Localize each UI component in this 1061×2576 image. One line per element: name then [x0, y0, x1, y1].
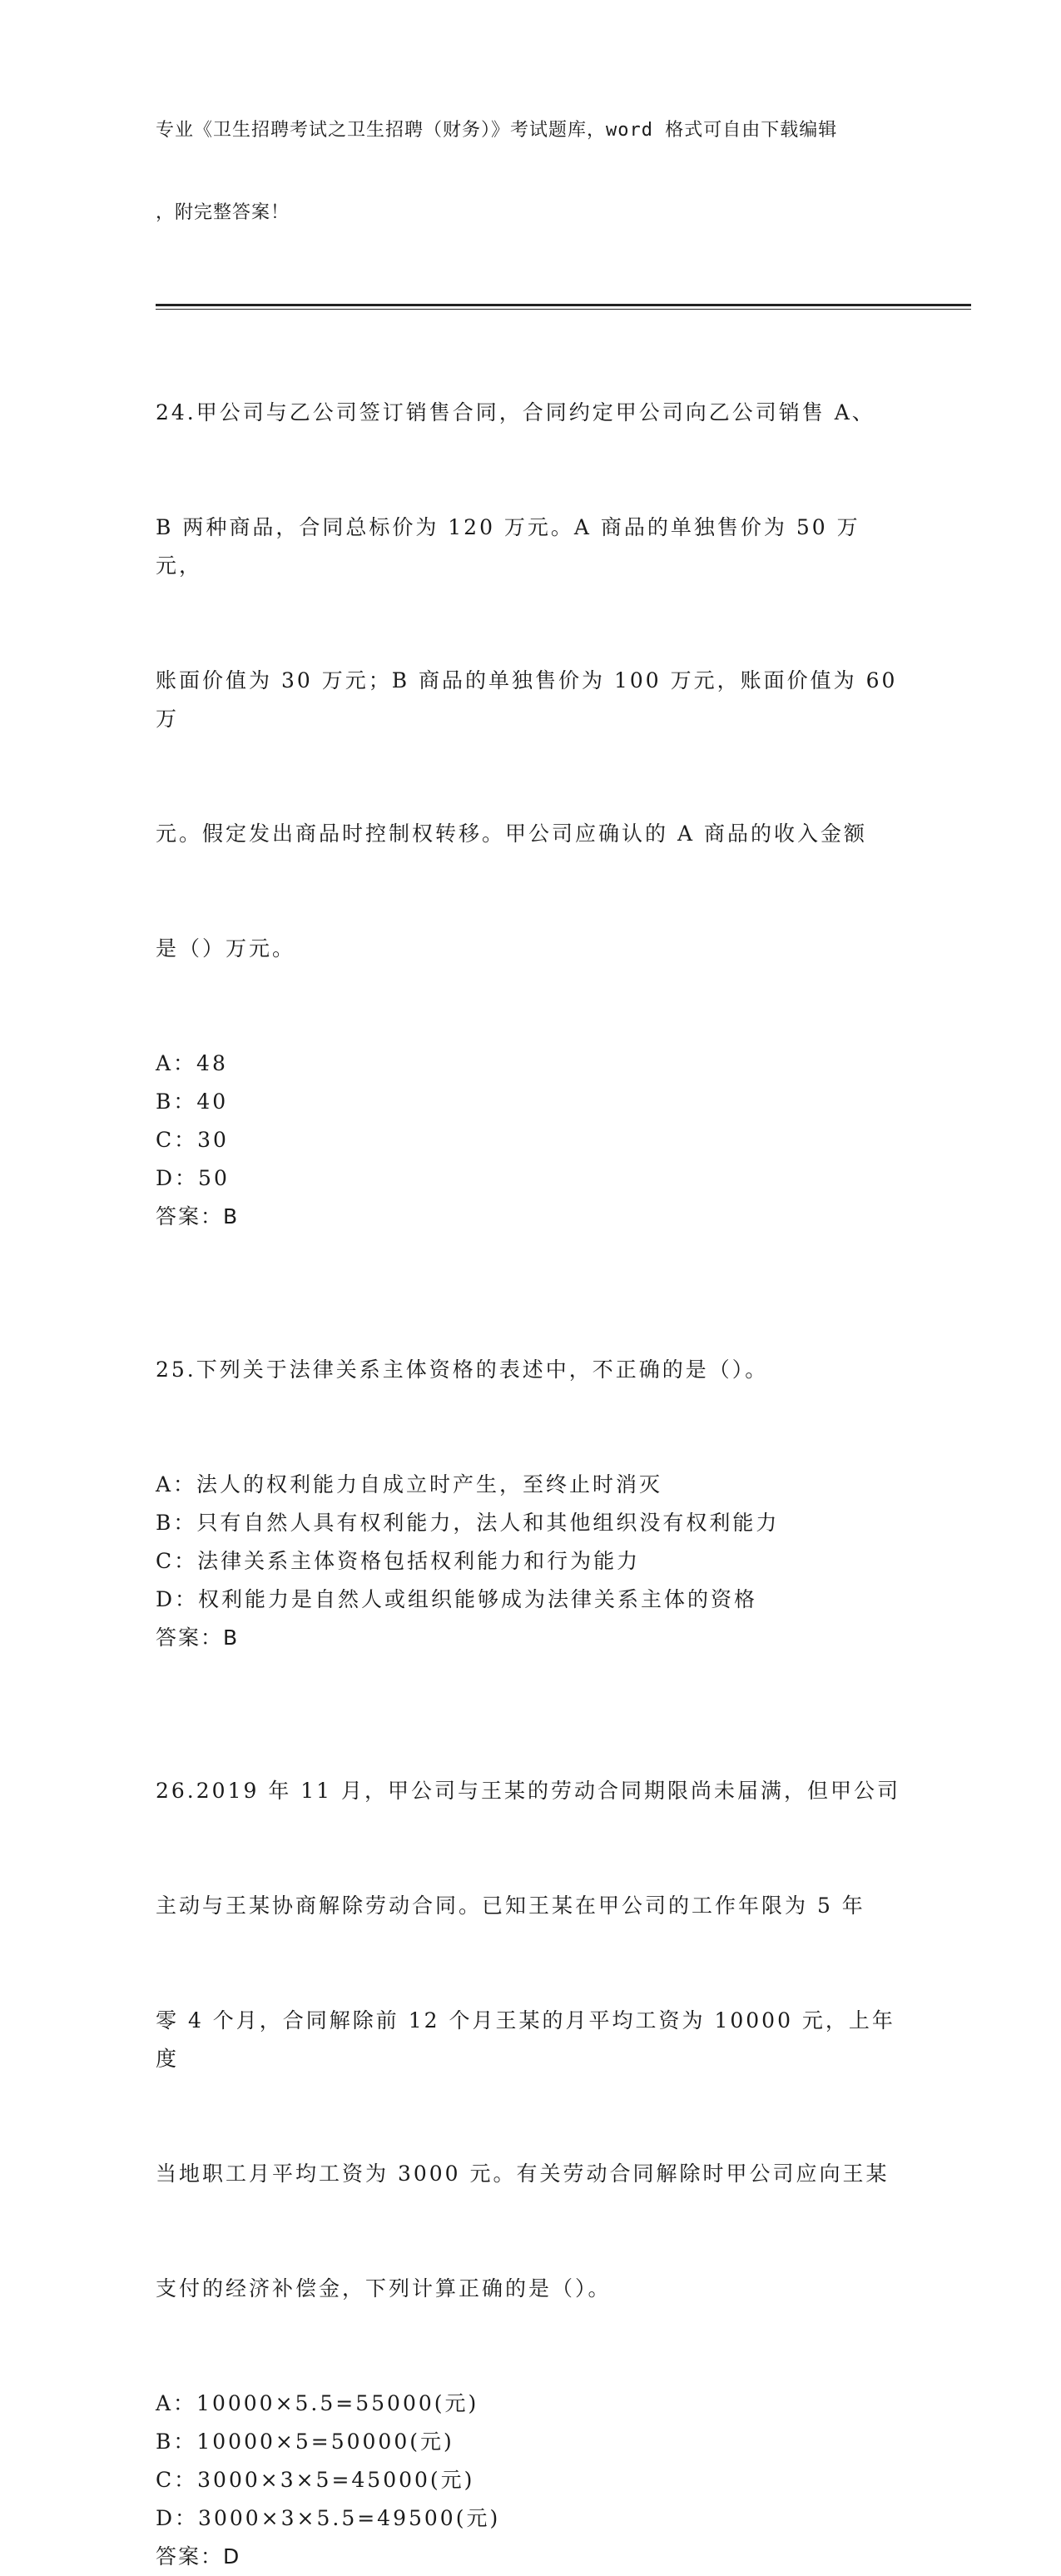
stem-line: 24.甲公司与乙公司签订销售合同，合同约定甲公司向乙公司销售 A、: [156, 400, 875, 424]
document-header: [156, 62, 905, 281]
question-24: [156, 317, 971, 1236]
stem-line: 是（）万元。: [156, 936, 296, 960]
answer-line: 答案：B: [156, 1626, 240, 1650]
stem-line: 主动与王某协商解除劳动合同。已知王某在甲公司的工作年限为 5 年: [156, 1894, 865, 1918]
answer-line: 答案：B: [156, 1204, 240, 1228]
option-c: C：3000×3×5=45000(元): [156, 2468, 475, 2492]
stem-line: 元。假定发出商品时控制权转移。甲公司应确认的 A 商品的收入金额: [156, 821, 867, 846]
option-a: A：10000×5.5=55000(元): [156, 2391, 479, 2415]
option-d: D：3000×3×5.5=49500(元): [156, 2506, 501, 2530]
stem-line: 零 4 个月，合同解除前 12 个月王某的月平均工资为 10000 元，上年度: [156, 2008, 895, 2071]
answer-line: 答案：D: [156, 2544, 241, 2569]
stem-line: 25.下列关于法律关系主体资格的表述中，不正确的是（）。: [156, 1357, 769, 1382]
question-gap: [156, 1236, 971, 1274]
question-stem: [156, 1695, 905, 2385]
stem-line: 支付的经济补偿金，下列计算正确的是（）。: [156, 2276, 612, 2301]
question-25: [156, 1274, 971, 1657]
header-line-2: ，附完整答案！: [156, 202, 290, 223]
option-a: A：48: [156, 1051, 228, 1075]
option-c: C：30: [156, 1128, 229, 1152]
header-line-1: 专业《卫生招聘考试之卫生招聘（财务）》考试题库，word 格式可自由下载编辑: [156, 120, 838, 141]
header-divider: [156, 304, 971, 310]
option-c: C：法律关系主体资格包括权利能力和行为能力: [156, 1549, 641, 1573]
option-b: B：10000×5=50000(元): [156, 2430, 454, 2454]
question-gap: [156, 1657, 971, 1695]
stem-line: 当地职工月平均工资为 3000 元。有关劳动合同解除时甲公司应向王某: [156, 2162, 890, 2186]
question-stem: [156, 317, 905, 1045]
question-stem: [156, 1274, 905, 1466]
stem-line: B 两种商品，合同总标价为 120 万元。A 商品的单独售价为 50 万元，: [156, 515, 860, 578]
option-d: D：权利能力是自然人或组织能够成为法律关系主体的资格: [156, 1587, 758, 1611]
stem-line: 26.2019 年 11 月，甲公司与王某的劳动合同期限尚未届满，但甲公司: [156, 1779, 901, 1803]
question-26: [156, 1695, 971, 2576]
option-d: D：50: [156, 1166, 230, 1190]
option-b: B：只有自然人具有权利能力，法人和其他组织没有权利能力: [156, 1511, 780, 1535]
stem-line: 账面价值为 30 万元；B 商品的单独售价为 100 万元，账面价值为 60 万: [156, 668, 907, 731]
option-b: B：40: [156, 1089, 229, 1114]
option-a: A：法人的权利能力自成立时产生，至终止时消灭: [156, 1472, 663, 1496]
document-page: [156, 62, 971, 2576]
